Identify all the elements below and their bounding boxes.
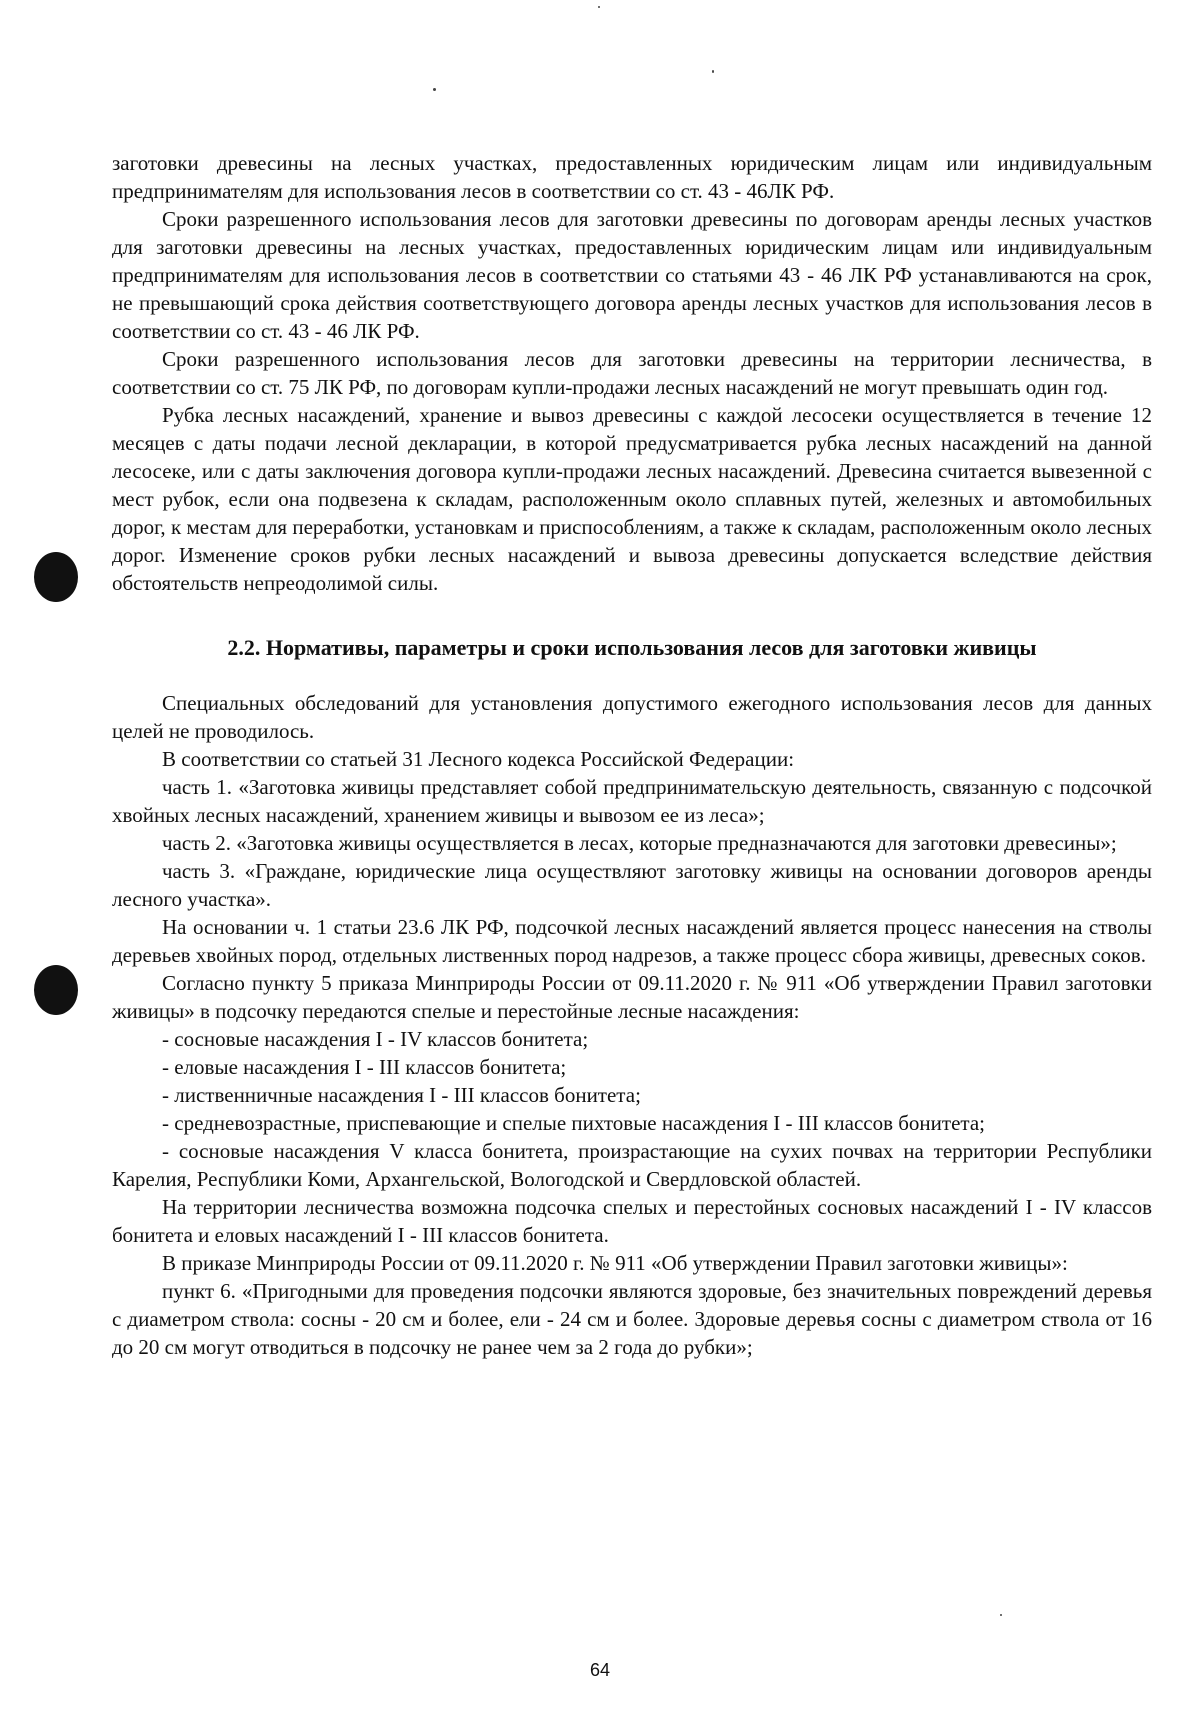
punch-hole-upper bbox=[34, 552, 78, 602]
section-heading: 2.2. Нормативы, параметры и сроки использования лесов для заготовки живицы bbox=[227, 635, 1037, 660]
paragraph-part-3: часть 3. «Граждане, юридические лица осуществляют заготовку живицы на основании договоров аренды лесного участка». bbox=[112, 859, 1152, 911]
paragraph-article-23-6: На основании ч. 1 статьи 23.6 ЛК РФ, подсочкой лесных насаждений является процесс нанесения на стволы деревьев хвойных пород, отдельных лиственных пород надрезов, а также процесс сбора живицы, древесных соков. bbox=[112, 915, 1152, 967]
list-item: - еловые насаждения I - III классов бонитета; bbox=[162, 1055, 567, 1079]
paragraph-continuation: заготовки древесины на лесных участках, предоставленных юридическим лицам или индивидуальным предпринимателям для использования лесов в соответствии со ст. 43 - 46ЛК РФ. bbox=[112, 151, 1152, 203]
paragraph-order-911: В приказе Минприроды России от 09.11.2020 г. № 911 «Об утверждении Правил заготовки живицы»: bbox=[162, 1251, 1068, 1275]
paragraph-surveys: Специальных обследований для установления допустимого ежегодного использования лесов для данных целей не проводилось. bbox=[112, 691, 1152, 743]
paragraph-sale-terms: Сроки разрешенного использования лесов для заготовки древесины на территории лесничества, в соответствии со ст. 75 ЛК РФ, по договорам купли-продажи лесных насаждений не могут превышать один год. bbox=[112, 347, 1152, 399]
paragraph-order-911-p5: Согласно пункту 5 приказа Минприроды России от 09.11.2020 г. № 911 «Об утверждении Правил заготовки живицы» в подсочку передаются спелые и перестойные лесные насаждения: bbox=[112, 971, 1152, 1023]
list-item: - средневозрастные, приспевающие и спелые пихтовые насаждения I - III классов бонитета; bbox=[162, 1111, 985, 1135]
scan-speck bbox=[433, 88, 436, 91]
paragraph-part-1: часть 1. «Заготовка живицы представляет собой предпринимательскую деятельность, связанную с подсочкой хвойных лесных насаждений, хранением живицы и вывозом ее из леса»; bbox=[112, 775, 1152, 827]
scan-speck bbox=[598, 6, 600, 8]
scan-speck bbox=[712, 70, 714, 73]
paragraph-lease-terms: Сроки разрешенного использования лесов для заготовки древесины по договорам аренды лесных участков для заготовки древесины на лесных участках, предоставленных юридическим лицам или индивидуальным предпринимателям для использования лесов в соответствии со статьями 43 - 46 ЛК РФ устанавливаются на срок, не превышающий срока действия соответствующего договора аренды лесных участков для использования лесов в соответствии со ст. 43 - 46 ЛК РФ. bbox=[112, 207, 1152, 343]
list-item: - сосновые насаждения V класса бонитета, произрастающие на сухих почвах на территории Республики Карелия, Республики Коми, Архангельской, Вологодской и Свердловской областей. bbox=[112, 1139, 1152, 1191]
list-item: - сосновые насаждения I - IV классов бонитета; bbox=[162, 1027, 589, 1051]
paragraph-point-6: пункт 6. «Пригодными для проведения подсочки являются здоровые, без значительных повреждений деревья с диаметром ствола: сосны - 20 см и более, ели - 24 см и более. Здоровые деревья сосны с диаметром ствола от 16 до 20 см могут отводиться в подсочку не ранее чем за 2 года до рубки»; bbox=[112, 1279, 1152, 1359]
paragraph-part-2: часть 2. «Заготовка живицы осуществляется в лесах, которые предназначаются для заготовки древесины»; bbox=[162, 831, 1117, 855]
paragraph-forestry-tapping: На территории лесничества возможна подсочка спелых и перестойных сосновых насаждений I - IV классов бонитета и еловых насаждений I - III классов бонитета. bbox=[112, 1195, 1152, 1247]
list-item: - лиственничные насаждения I - III классов бонитета; bbox=[162, 1083, 641, 1107]
punch-hole-lower bbox=[34, 965, 78, 1015]
page-number: 64 bbox=[589, 1660, 611, 1680]
paragraph-felling-removal: Рубка лесных насаждений, хранение и вывоз древесины с каждой лесосеки осуществляется в течение 12 месяцев с даты подачи лесной декларации, в которой предусматривается рубка лесных насаждений на данной лесосеке, или с даты заключения договора купли-продажи лесных насаждений. Древесина считается вывезенной с мест рубок, если она подвезена к складам, расположенным около сплавных путей, железных и автомобильных дорог, к местам для переработки, установкам и приспособлениям, а также к складам, расположенным около лесных дорог. Изменение сроков рубки лесных насаждений и вывоза древесины допускается вследствие действия обстоятельств непреодолимой силы. bbox=[112, 403, 1152, 595]
scan-speck bbox=[1000, 1614, 1002, 1616]
document-body bbox=[112, 149, 1152, 1361]
paragraph-article-31: В соответствии со статьей 31 Лесного кодекса Российской Федерации: bbox=[162, 747, 795, 771]
